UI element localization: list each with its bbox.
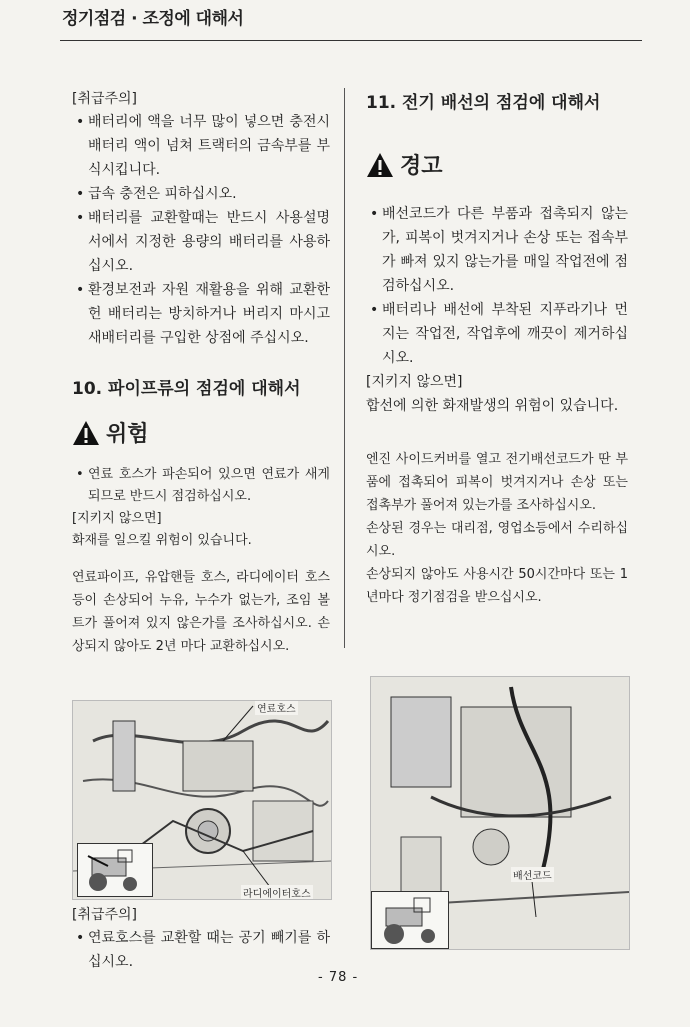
danger-label: 위험 xyxy=(106,422,149,447)
caution-item: • 배터리에 액을 너무 많이 넣으면 충전시 배터리 액이 넘쳐 트랙터의 금속부를 부식시킵니다. xyxy=(76,114,330,178)
neglect-tag: [지키지 않으면] xyxy=(366,374,463,390)
caution-item: • 배터리를 교환할때는 반드시 사용설명서에서 지정한 용량의 배터리를 사용하십시오. xyxy=(76,210,330,274)
body-paragraph: 연료파이프, 유압핸들 호스, 라디에이터 호스 등이 손상되어 누유, 누수가 없는가, 조임 볼트가 풀어져 있지 않은가를 조사하십시오. 손상되지 않아도 2년 마다 교환하십시오. xyxy=(72,570,330,654)
column-divider xyxy=(344,88,345,648)
neglect-text: 화재를 일으킬 위험이 있습니다. xyxy=(72,533,252,548)
page-header-title: 정기점검 · 조정에 대해서 xyxy=(62,9,244,29)
warning-item: • 배선코드가 다른 부품과 접촉되지 않는가, 피복이 벗겨지거나 손상 또는 접속부가 빠져 있지 않는가를 매일 작업전에 점검하십시오. xyxy=(370,206,628,294)
page-number: - 78 - xyxy=(318,970,359,985)
caution-2-block xyxy=(72,904,330,974)
header-divider xyxy=(60,40,642,41)
tractor-inset-image xyxy=(77,843,153,897)
section-10-title: 10. 파이프류의 점검에 대해서 xyxy=(72,379,301,399)
danger-label-block xyxy=(72,417,330,448)
caution-item: • 환경보전과 자원 재활용을 위해 교환한 헌 배터리는 방치하거나 버리지 마시고 새배터리를 구입한 상점에 주십시오. xyxy=(76,282,330,346)
body-paragraph: 손상된 경우는 대리점, 영업소등에서 수리하십시오. xyxy=(366,521,628,559)
warning-item: • 배터리나 배선에 부착된 지푸라기나 먼지는 작업전, 작업후에 깨끗이 제거하십시오. xyxy=(370,302,628,366)
left-column xyxy=(72,88,330,658)
caution-item: • 연료호스를 교환할 때는 공기 빼기를 하십시오. xyxy=(76,930,330,970)
neglect-tag: [지키지 않으면] xyxy=(72,511,162,526)
warning-triangle-icon xyxy=(72,420,100,446)
wiring-figure xyxy=(370,676,630,950)
danger-item: • 연료 호스가 파손되어 있으면 연료가 새게 되므로 반드시 점검하십시오. xyxy=(76,467,330,504)
warning-label: 경고 xyxy=(400,154,443,179)
right-column xyxy=(366,88,628,609)
caution-tag: [취급주의] xyxy=(72,907,138,923)
warning-triangle-icon xyxy=(366,152,394,178)
neglect-text: 합선에 의한 화재발생의 위험이 있습니다. xyxy=(366,398,619,414)
body-paragraph: 엔진 사이드커버를 열고 전기배선코드가 딴 부품에 접촉되어 피복이 벗겨지거나 손상 또는 접촉부가 풀어져 있는가를 조사하십시오. xyxy=(366,452,628,513)
tractor-inset-image xyxy=(371,891,449,949)
warning-label-block xyxy=(366,149,628,180)
radiator-hose-label: 라디에이터호스 xyxy=(241,885,313,900)
caution-item: • 급속 충전은 피하십시오. xyxy=(76,186,237,202)
section-11-title: 11. 전기 배선의 점검에 대해서 xyxy=(366,93,601,113)
fuel-hose-label: 연료호스 xyxy=(255,700,298,715)
body-paragraph: 손상되지 않아도 사용시간 50시간마다 또는 1년마다 정기점검을 받으십시오. xyxy=(366,567,628,605)
fuel-hose-figure xyxy=(72,700,332,900)
wiring-cord-label: 배선코드 xyxy=(511,867,554,882)
caution-tag: [취급주의] xyxy=(72,91,138,107)
